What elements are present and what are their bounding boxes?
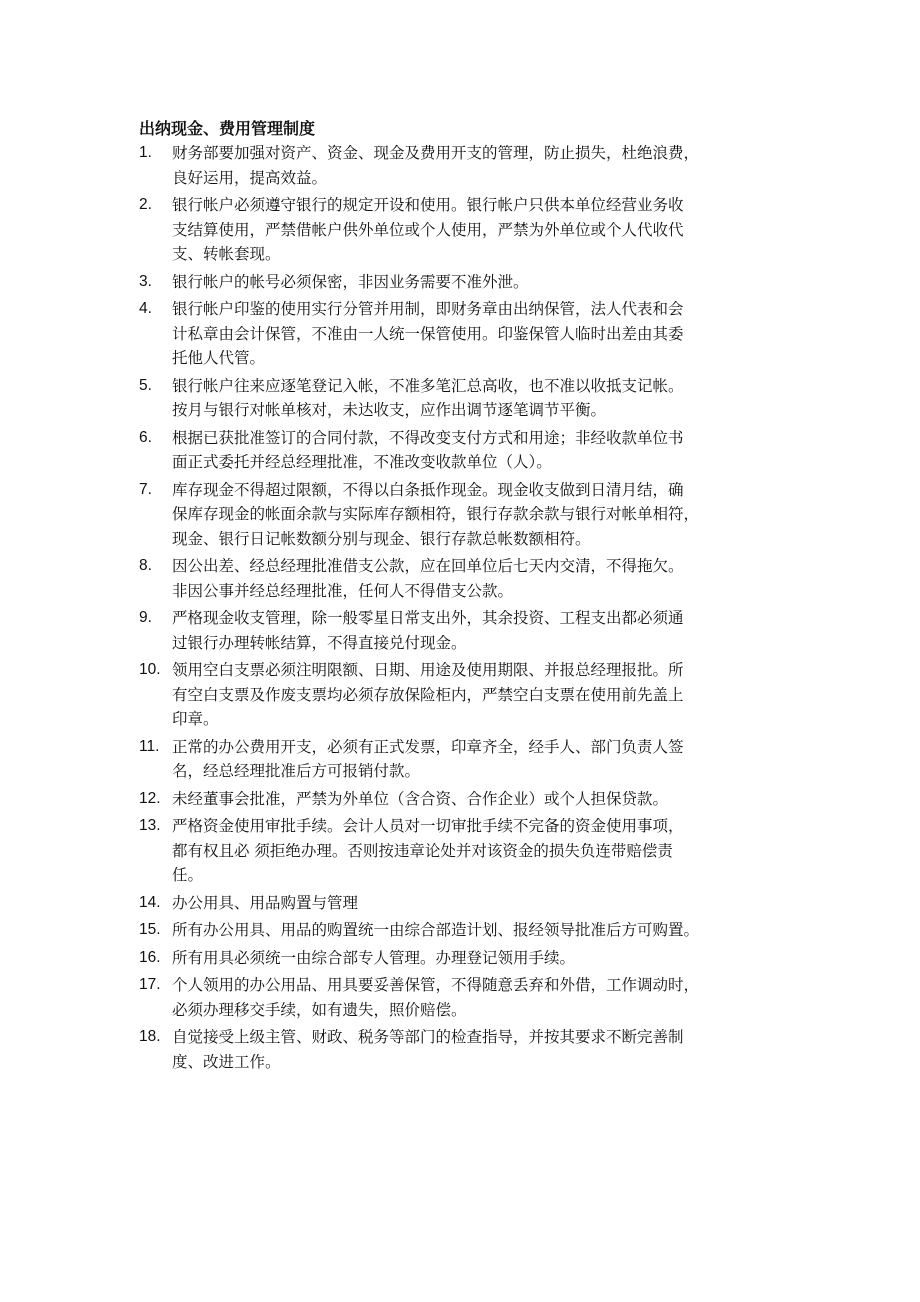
- rule-text-line: 领用空白支票必须注明限额、日期、用途及使用期限、并报总经理报批。所: [172, 661, 684, 679]
- rule-text-line: 度、改进工作。: [172, 1052, 281, 1071]
- rule-text-line: 托他人代管。: [172, 349, 266, 367]
- rule-text-line: 良好运用，提高效益。: [172, 168, 328, 187]
- rule-text: [172, 891, 789, 916]
- rule-text-line: 名，经总经理批准后方可报销付款。: [172, 762, 421, 780]
- rule-item: [139, 141, 789, 190]
- rule-text: [172, 973, 789, 1022]
- rule-text-line: 印章。: [172, 710, 219, 728]
- rule-number: 14.: [139, 893, 161, 911]
- rule-item: [139, 1025, 789, 1074]
- rule-text-line: 财务部要加强对资产、资金、现金及费用开支的管理，防止损失，杜绝浪费，: [172, 144, 700, 162]
- rule-text-line: 根据已获批准签订的合同付款，不得改变支付方式和用途；非经收款单位书: [172, 428, 684, 447]
- rule-text-line: 任。: [172, 866, 204, 884]
- rule-item: [139, 426, 789, 475]
- rule-number: 2.: [139, 196, 152, 213]
- rule-number: 3.: [139, 272, 152, 290]
- rule-text-line: 自觉接受上级主管、财政、税务等部门的检查指导，并按其要求不断完善制: [172, 1028, 684, 1046]
- rule-text-line: 都有权且必 须拒绝办理。否则按违章论处并对该资金的损失负连带赔偿责: [172, 841, 673, 860]
- rule-text-line: 严格资金使用审批手续。会计人员对一切审批手续不完备的资金使用事项，: [172, 817, 684, 835]
- rule-item: [139, 193, 789, 267]
- rule-item: [139, 814, 789, 888]
- rule-text-line: 按月与银行对帐单核对，未达收支，应作出调节逐笔调节平衡。: [172, 401, 607, 419]
- rule-text-line: 银行帐户必须遵守银行的规定开设和使用。银行帐户只供本单位经营业务收: [172, 196, 684, 214]
- rule-number: 10.: [139, 661, 161, 678]
- rule-number: 15.: [139, 921, 161, 938]
- rule-item: [139, 735, 789, 784]
- rule-item: [139, 658, 789, 732]
- rule-text-line: 正常的办公费用开支，必须有正式发票，印章齐全，经手人、部门负责人签: [172, 737, 684, 756]
- rule-text-line: 保库存现金的帐面余款与实际库存额相符，银行存款余款与银行对帐单相符，: [172, 505, 700, 523]
- rule-text-line: 库存现金不得超过限额，不得以白条抵作现金。现金收支做到日清月结，确: [172, 480, 684, 499]
- rule-item: [139, 297, 789, 371]
- rule-item: [139, 606, 789, 655]
- document-title: 出纳现金、费用管理制度: [139, 119, 316, 138]
- rule-text-line: 计私章由会计保管，不准由一人统一保管使用。印鉴保管人临时出差由其委: [172, 324, 684, 343]
- rule-text: [172, 478, 789, 552]
- rule-text: [172, 426, 789, 475]
- rule-item: [139, 478, 789, 552]
- rule-text-line: 过银行办理转帐结算，不得直接兑付现金。: [172, 633, 467, 652]
- rule-number: 16.: [139, 948, 161, 966]
- rule-text: [172, 814, 789, 888]
- rule-number: 13.: [139, 817, 161, 834]
- rule-text-line: 现金、银行日记帐数额分别与现金、银行存款总帐数额相符。: [172, 529, 591, 548]
- rule-text-line: 严格现金收支管理，除一般零星日常支出外，其余投资、工程支出都必须通: [172, 609, 684, 627]
- rule-number: 6.: [139, 428, 152, 446]
- rule-text-line: 所有办公用具、用品的购置统一由综合部造计划、报经领导批准后方可购置。: [172, 921, 700, 939]
- rule-number: 5.: [139, 376, 152, 394]
- rule-text: [172, 193, 789, 267]
- rule-text-line: 因公出差、经总经理批准借支公款，应在回单位后七天内交清，不得拖欠。: [172, 557, 684, 575]
- rule-text-line: 非因公事并经总经理批准，任何人不得借支公款。: [172, 581, 514, 600]
- rule-text-line: 银行帐户往来应逐笔登记入帐，不准多笔汇总高收，也不准以收抵支记帐。: [172, 376, 684, 395]
- rule-number: 1.: [139, 144, 152, 161]
- rule-text-line: 面正式委托并经总经理批准，不准改变收款单位（人）。: [172, 453, 552, 471]
- rule-number: 12.: [139, 789, 161, 807]
- rule-text: [172, 374, 789, 423]
- rule-text: [172, 606, 789, 655]
- rule-text-line: 有空白支票及作废支票均必须存放保险柜内，严禁空白支票在使用前先盖上: [172, 685, 684, 704]
- rule-text: [172, 658, 789, 732]
- rule-text-line: 银行帐户印鉴的使用实行分管并用制，即财务章由出纳保管，法人代表和会: [172, 300, 684, 318]
- rule-number: 7.: [139, 480, 152, 498]
- rule-text-line: 支、转帐套现。: [172, 245, 281, 263]
- rule-text: [172, 946, 789, 971]
- rule-item: [139, 554, 789, 603]
- rule-text-line: 必须办理移交手续，如有遗失，照价赔偿。: [172, 1000, 467, 1019]
- rules-list: [139, 141, 789, 1074]
- rule-text-line: 支结算使用，严禁借帐户供外单位或个人使用，严禁为外单位或个人代收代: [172, 220, 684, 239]
- rule-number: 9.: [139, 609, 152, 626]
- rule-number: 11.: [139, 737, 160, 755]
- rule-item: [139, 787, 789, 812]
- rule-text: [172, 918, 789, 943]
- document-body: [139, 117, 789, 1077]
- rule-item: [139, 918, 789, 943]
- rule-number: 18.: [139, 1028, 161, 1045]
- rule-item: [139, 946, 789, 971]
- rule-text-line: 个人领用的办公用品、用具要妥善保管，不得随意丢弃和外借，工作调动时，: [172, 976, 700, 994]
- rule-item: [139, 891, 789, 916]
- rule-text: [172, 270, 789, 295]
- rule-text: [172, 141, 789, 190]
- rule-text: [172, 554, 789, 603]
- rule-text-line: 未经董事会批准，严禁为外单位（含合资、合作企业）或个人担保贷款。: [172, 789, 669, 808]
- rule-text: [172, 787, 789, 812]
- rule-item: [139, 973, 789, 1022]
- rule-text-line: 银行帐户的帐号必须保密，非因业务需要不准外泄。: [172, 272, 529, 291]
- rule-text: [172, 1025, 789, 1074]
- rule-text-line: 所有用具必须统一由综合部专人管理。办理登记领用手续。: [172, 948, 576, 967]
- rule-item: [139, 374, 789, 423]
- rule-text-line: 办公用具、用品购置与管理: [172, 893, 359, 912]
- rule-number: 4.: [139, 300, 152, 317]
- rule-number: 8.: [139, 557, 152, 574]
- rule-text: [172, 735, 789, 784]
- rule-number: 17.: [139, 976, 161, 993]
- rule-item: [139, 270, 789, 295]
- rule-text: [172, 297, 789, 371]
